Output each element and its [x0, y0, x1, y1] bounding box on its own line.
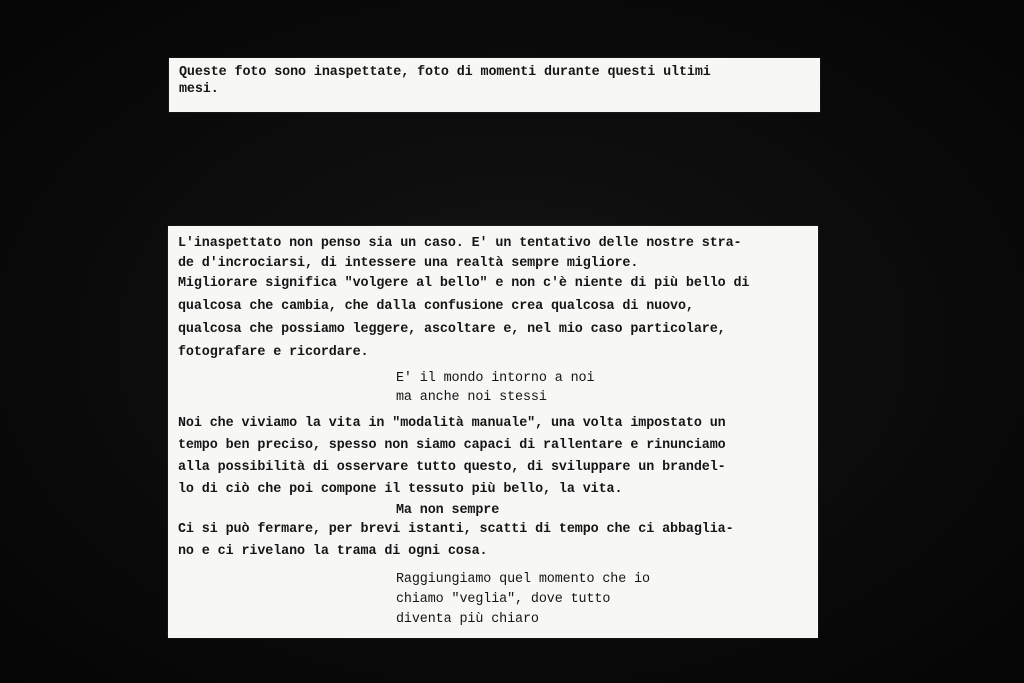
paragraph-2-line-1: Noi che viviamo la vita in "modalità manuale", una volta impostato un: [178, 416, 726, 431]
closing-line-3: diventa più chiaro: [396, 612, 539, 627]
paragraph-1-line-2: de d'incrociarsi, di intessere una realtà sempre migliore.: [178, 256, 639, 271]
top-paper-slip: [169, 58, 820, 112]
paragraph-2-line-4: lo di ciò che poi compone il tessuto più bello, la vita.: [178, 482, 623, 497]
paragraph-1-line-6: fotografare e ricordare.: [178, 345, 369, 360]
closing-line-2: chiamo "veglia", dove tutto: [396, 592, 611, 607]
main-paper-slip: [168, 226, 818, 638]
paragraph-2-line-3: alla possibilità di osservare tutto questo, di sviluppare un brandel-: [178, 460, 726, 475]
paragraph-3-line-2: no e ci rivelano la trama di ogni cosa.: [178, 544, 488, 559]
centered-line-2: ma anche noi stessi: [396, 390, 547, 405]
paragraph-1-line-5: qualcosa che possiamo leggere, ascoltare e, nel mio caso particolare,: [178, 322, 726, 337]
paragraph-1-line-3: Migliorare significa "volgere al bello" e non c'è niente di più bello di: [178, 276, 750, 291]
centered-line-1: E' il mondo intorno a noi: [396, 371, 595, 386]
closing-line-1: Raggiungiamo quel momento che io: [396, 572, 650, 587]
top-slip-line-2: mesi.: [179, 82, 219, 97]
paragraph-2-line-2: tempo ben preciso, spesso non siamo capaci di rallentare e rinunciamo: [178, 438, 726, 453]
paragraph-1-line-1: L'inaspettato non penso sia un caso. E' un tentativo delle nostre stra-: [178, 236, 742, 251]
paragraph-3-line-1: Ci si può fermare, per brevi istanti, scatti di tempo che ci abbaglia-: [178, 522, 734, 537]
paragraph-1-line-4: qualcosa che cambia, che dalla confusione crea qualcosa di nuovo,: [178, 299, 694, 314]
top-slip-line-1: Queste foto sono inaspettate, foto di momenti durante questi ultimi: [179, 65, 711, 80]
centered-line-3: Ma non sempre: [396, 503, 500, 518]
